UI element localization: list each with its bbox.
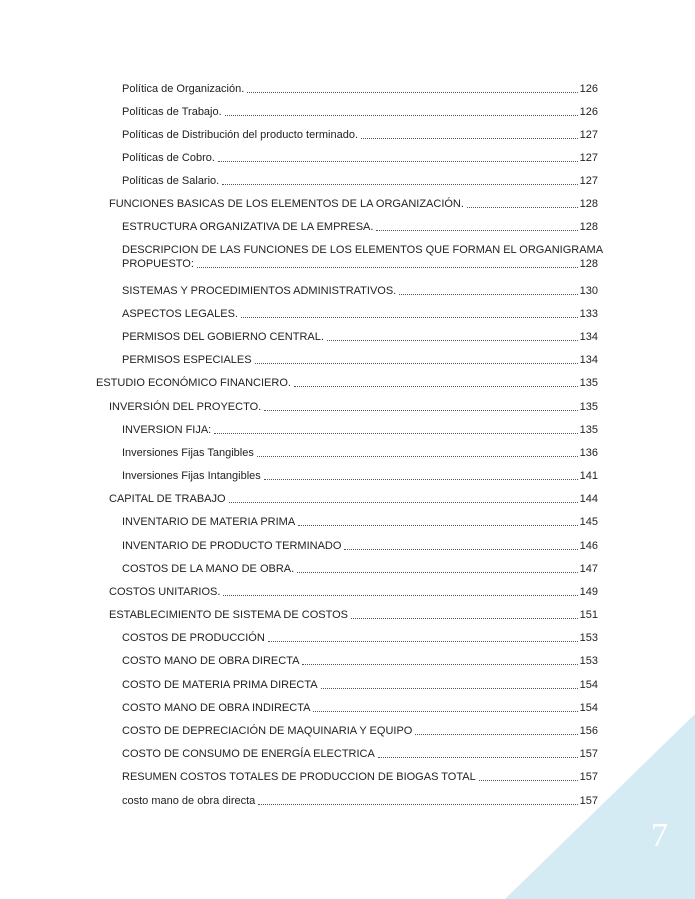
toc-entry-title: PERMISOS ESPECIALES xyxy=(122,354,252,366)
dot-leader xyxy=(247,91,577,93)
dot-leader xyxy=(399,293,577,295)
dot-leader xyxy=(302,663,577,665)
toc-entry-title: Inversiones Fijas Tangibles xyxy=(122,447,254,459)
toc-entry[interactable] xyxy=(122,562,598,576)
toc-entry-title: costo mano de obra directa xyxy=(122,795,256,807)
toc-entry-page: 128 xyxy=(579,198,598,210)
dot-leader xyxy=(327,339,578,341)
toc-entry[interactable] xyxy=(122,105,598,119)
toc-entry-page: 156 xyxy=(579,725,598,737)
toc-entry[interactable] xyxy=(109,585,598,599)
toc-entry-title: COSTO DE MATERIA PRIMA DIRECTA xyxy=(122,679,318,691)
dot-leader xyxy=(257,455,578,457)
dot-leader xyxy=(294,385,578,387)
dot-leader xyxy=(298,524,577,526)
toc-entry[interactable] xyxy=(122,330,598,344)
toc-entry[interactable] xyxy=(122,174,598,188)
toc-entry-page: 134 xyxy=(579,354,598,366)
toc-entry-page: 135 xyxy=(579,401,598,413)
toc-entry-title: Políticas de Salario. xyxy=(122,175,220,187)
dot-leader xyxy=(376,229,577,231)
toc-entry-page: 126 xyxy=(579,83,598,95)
toc-entry-page: 154 xyxy=(579,702,598,714)
toc-entry[interactable] xyxy=(109,492,598,506)
toc-entry[interactable] xyxy=(122,654,598,668)
toc-entry-page: 134 xyxy=(579,331,598,343)
toc-entry[interactable] xyxy=(122,307,598,321)
dot-leader xyxy=(197,266,578,268)
dot-leader xyxy=(264,409,577,411)
toc-entry-title: DESCRIPCION DE LAS FUNCIONES DE LOS ELEMENTOS QUE FORMAN EL ORGANIGRAMA xyxy=(122,244,604,256)
page-number: 7 xyxy=(651,817,668,854)
toc-entry-title: ASPECTOS LEGALES. xyxy=(122,308,238,320)
toc-entry-title: INVERSIÓN DEL PROYECTO. xyxy=(109,401,262,413)
toc-entry-page: 135 xyxy=(579,424,598,436)
toc-entry[interactable] xyxy=(122,539,598,553)
toc-entry-title: COSTO MANO DE OBRA DIRECTA xyxy=(122,655,300,667)
toc-entry-page: 128 xyxy=(579,258,598,270)
toc-entry-page: 154 xyxy=(579,679,598,691)
toc-entry-title: PERMISOS DEL GOBIERNO CENTRAL. xyxy=(122,331,324,343)
dot-leader xyxy=(313,710,577,712)
dot-leader xyxy=(344,548,577,550)
toc-entry[interactable] xyxy=(122,515,598,529)
toc-entry-title: SISTEMAS Y PROCEDIMIENTOS ADMINISTRATIVOS. xyxy=(122,285,397,297)
toc-entry-page: 141 xyxy=(579,470,598,482)
toc-entry-page: 136 xyxy=(579,447,598,459)
page-corner-triangle xyxy=(505,714,695,899)
toc-entry-page: 157 xyxy=(579,795,598,807)
toc-entry-title: FUNCIONES BASICAS DE LOS ELEMENTOS DE LA ORGANIZACIÓN. xyxy=(109,198,464,210)
toc-entry-title: COSTOS DE PRODUCCIÓN xyxy=(122,632,265,644)
toc-entry[interactable] xyxy=(122,631,598,645)
toc-entry-page: 153 xyxy=(579,655,598,667)
toc-entry[interactable] xyxy=(122,423,598,437)
toc-entry-title: Política de Organización. xyxy=(122,83,245,95)
toc-entry-page: 127 xyxy=(579,129,598,141)
dot-leader xyxy=(214,432,577,434)
dot-leader xyxy=(467,206,578,208)
toc-entry-title-continued: PROPUESTO: xyxy=(122,258,194,270)
toc-entry-title: CAPITAL DE TRABAJO xyxy=(109,493,226,505)
toc-entry[interactable] xyxy=(122,82,598,96)
toc-entry[interactable] xyxy=(122,284,598,298)
toc-entry-page: 147 xyxy=(579,563,598,575)
toc-entry-title: ESTUDIO ECONÓMICO FINANCIERO. xyxy=(96,377,291,389)
toc-entry[interactable] xyxy=(109,400,598,414)
dot-leader xyxy=(268,640,578,642)
toc-entry-title: ESTABLECIMIENTO DE SISTEMA DE COSTOS xyxy=(109,609,348,621)
dot-leader xyxy=(264,478,578,480)
toc-entry[interactable] xyxy=(122,151,598,165)
toc-entry[interactable] xyxy=(122,469,598,483)
toc-entry-page: 146 xyxy=(579,540,598,552)
toc-entry-page: 127 xyxy=(579,152,598,164)
toc-entry-title: INVERSION FIJA: xyxy=(122,424,212,436)
toc-entry[interactable] xyxy=(122,128,598,142)
toc-entry-page: 126 xyxy=(579,106,598,118)
toc-entry[interactable] xyxy=(109,197,598,211)
toc-entry-title: COSTO DE CONSUMO DE ENERGÍA ELECTRICA xyxy=(122,748,375,760)
toc-entry[interactable] xyxy=(122,243,604,271)
toc-entry-title: INVENTARIO DE PRODUCTO TERMINADO xyxy=(122,540,342,552)
toc-entry[interactable] xyxy=(122,678,598,692)
toc-entry-page: 157 xyxy=(579,748,598,760)
toc-entry-page: 130 xyxy=(579,285,598,297)
toc-entry[interactable] xyxy=(122,446,598,460)
toc-entry-page: 133 xyxy=(579,308,598,320)
toc-entry-page: 135 xyxy=(579,377,598,389)
toc-entry[interactable] xyxy=(109,608,598,622)
toc-entry-page: 153 xyxy=(579,632,598,644)
toc-entry-title: RESUMEN COSTOS TOTALES DE PRODUCCION DE BIOGAS TOTAL xyxy=(122,771,476,783)
dot-leader xyxy=(218,160,578,162)
dot-leader xyxy=(297,571,577,573)
toc-entry[interactable] xyxy=(122,353,598,367)
toc-entry-title: Políticas de Distribución del producto terminado. xyxy=(122,129,359,141)
toc-entry-title: COSTO MANO DE OBRA INDIRECTA xyxy=(122,702,311,714)
dot-leader xyxy=(321,687,578,689)
toc-entry[interactable] xyxy=(96,376,598,390)
toc-entry[interactable] xyxy=(122,220,598,234)
toc-entry-page: 149 xyxy=(579,586,598,598)
toc-entry-title: COSTO DE DEPRECIACIÓN DE MAQUINARIA Y EQUIPO xyxy=(122,725,413,737)
toc-entry-page: 157 xyxy=(579,771,598,783)
dot-leader xyxy=(361,137,578,139)
dot-leader xyxy=(255,362,578,364)
toc-entry-title: Políticas de Cobro. xyxy=(122,152,215,164)
dot-leader xyxy=(225,114,578,116)
dot-leader xyxy=(351,617,578,619)
dot-leader xyxy=(222,183,577,185)
toc-entry-page: 151 xyxy=(579,609,598,621)
toc-entry-page: 128 xyxy=(579,221,598,233)
toc-entry-title: ESTRUCTURA ORGANIZATIVA DE LA EMPRESA. xyxy=(122,221,374,233)
toc-entry[interactable] xyxy=(122,701,598,715)
toc-entry-page: 144 xyxy=(579,493,598,505)
toc-entry-page: 127 xyxy=(579,175,598,187)
toc-entry-title: COSTOS UNITARIOS. xyxy=(109,586,221,598)
toc-entry-page: 145 xyxy=(579,516,598,528)
toc-entry-title: Políticas de Trabajo. xyxy=(122,106,222,118)
dot-leader xyxy=(229,501,578,503)
toc-entry-title: INVENTARIO DE MATERIA PRIMA xyxy=(122,516,296,528)
dot-leader xyxy=(241,316,578,318)
toc-entry-title: Inversiones Fijas Intangibles xyxy=(122,470,261,482)
dot-leader xyxy=(223,594,577,596)
toc-entry-title: COSTOS DE LA MANO DE OBRA. xyxy=(122,563,295,575)
